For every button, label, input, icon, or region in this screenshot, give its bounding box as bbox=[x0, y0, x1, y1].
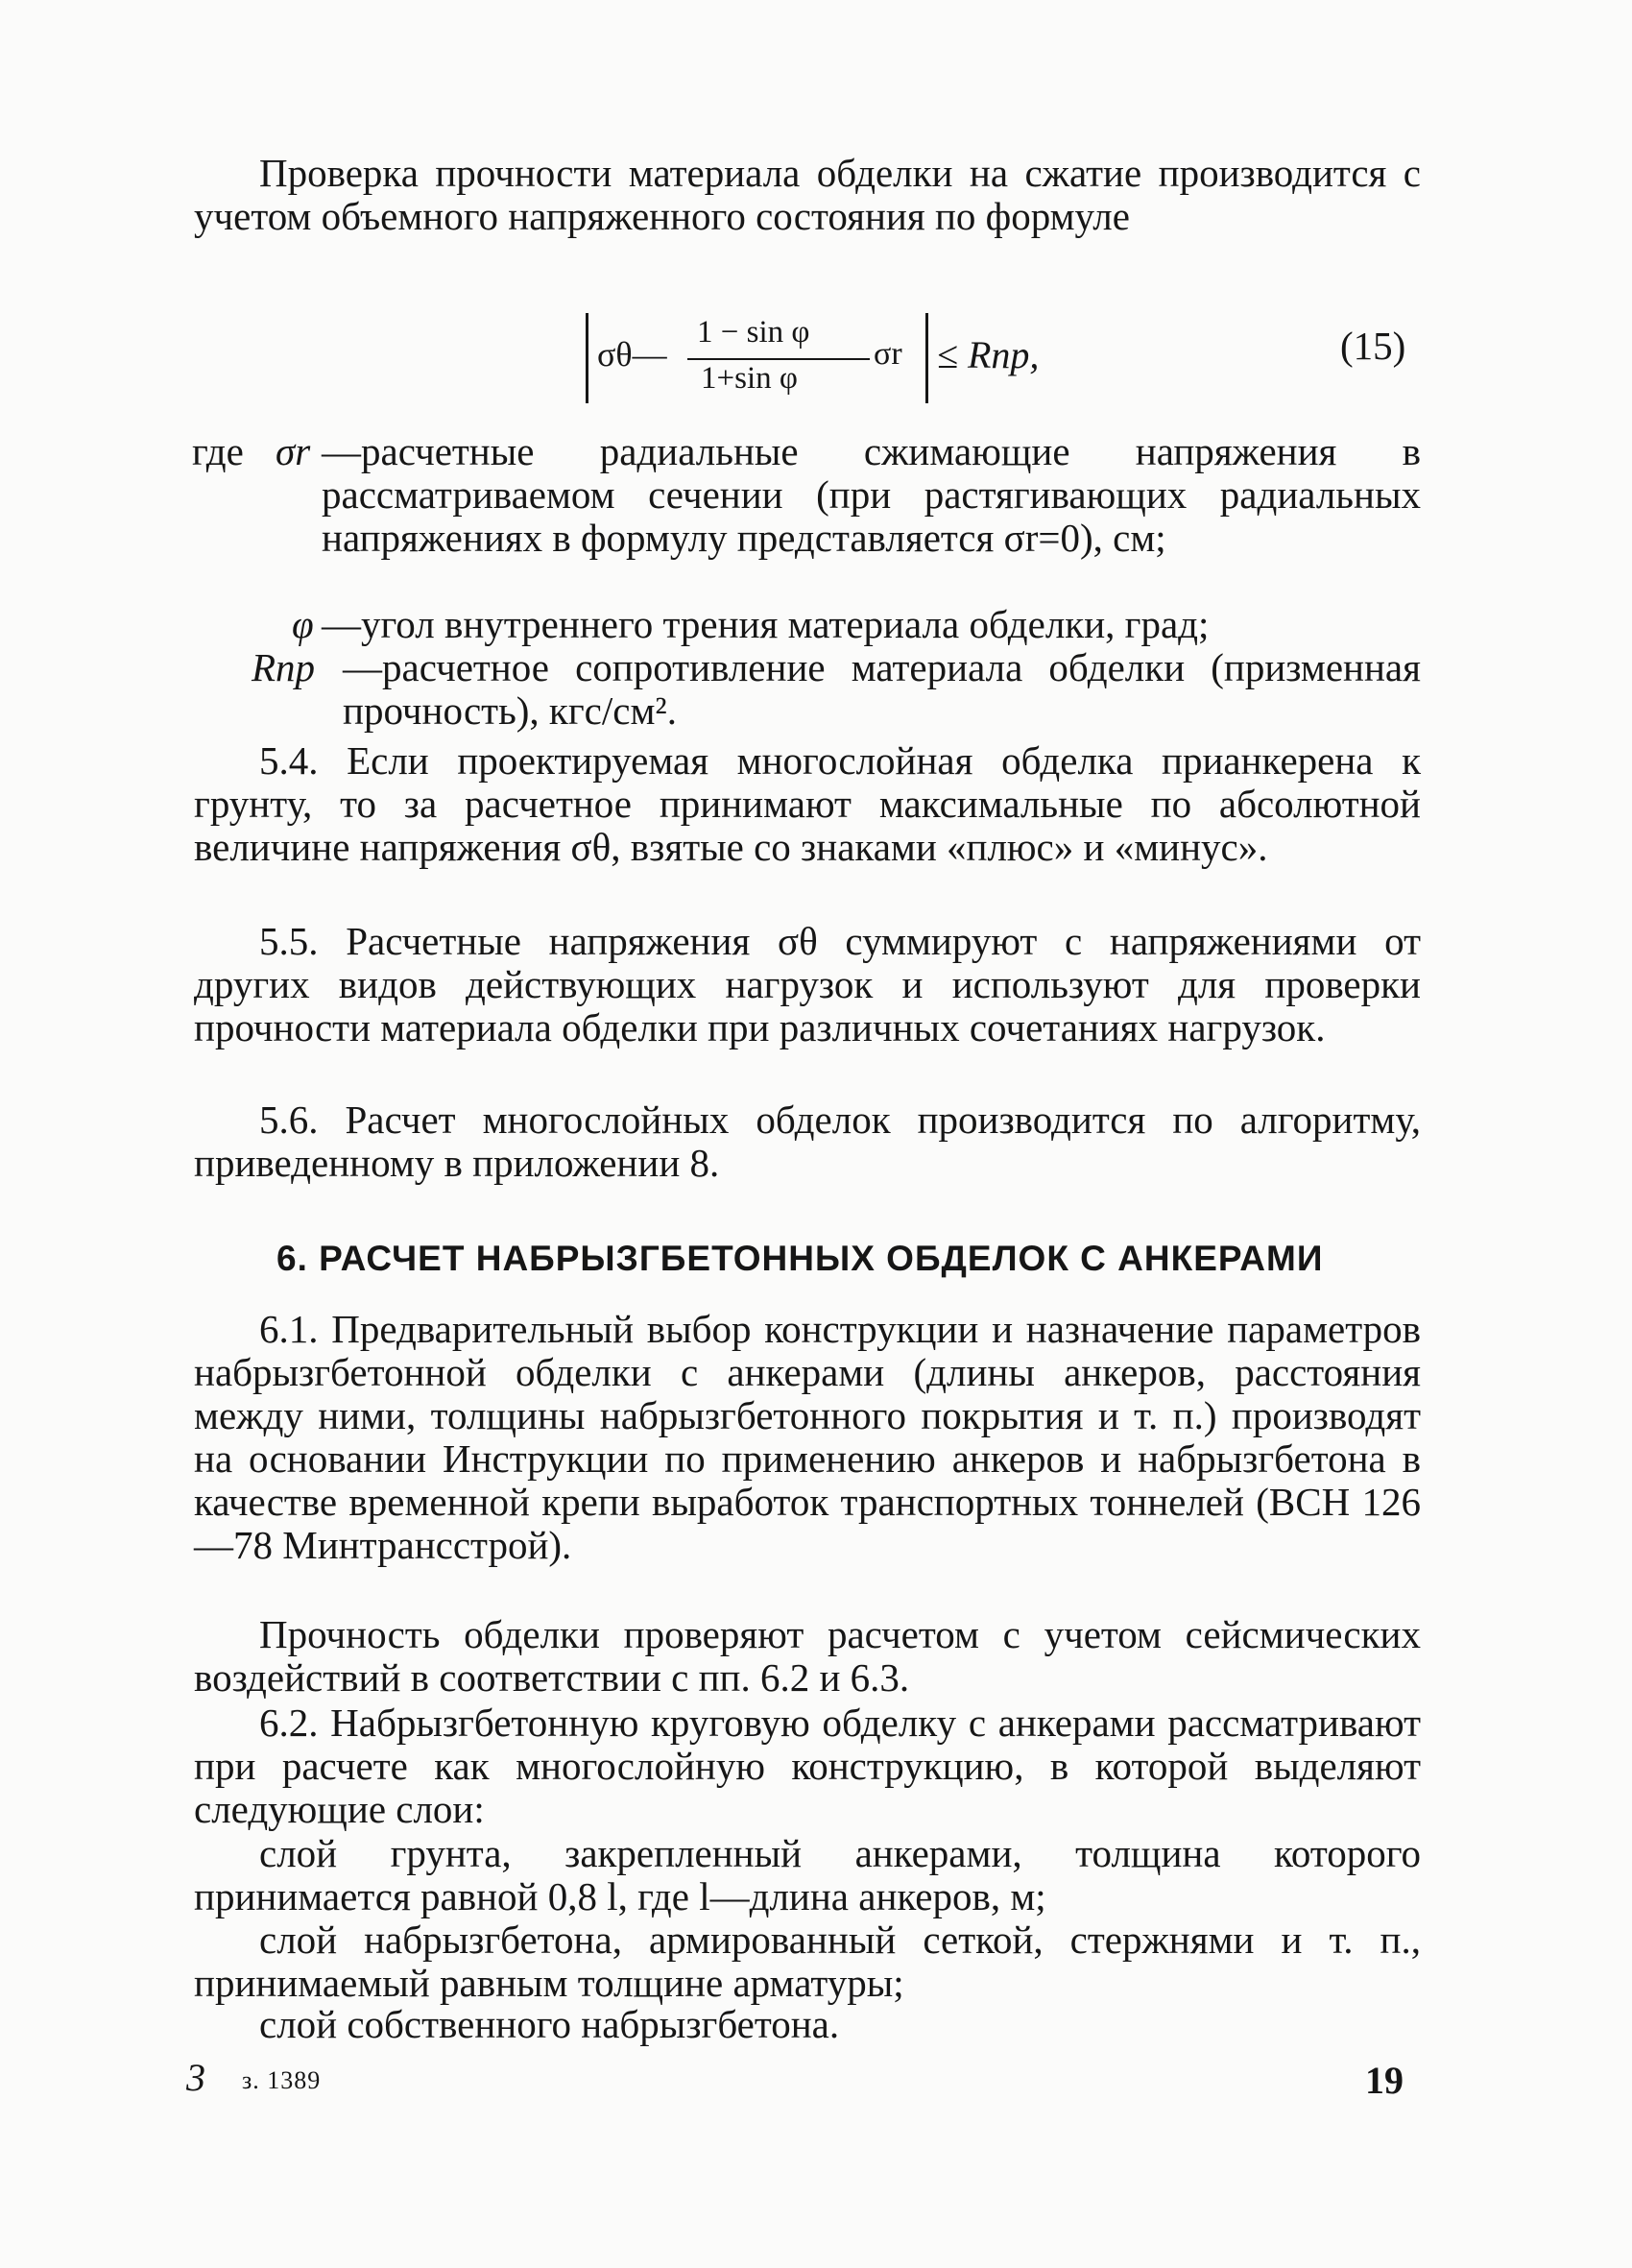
paragraph-5-4: 5.4. Если проектируемая многослойная обделка прианкерена к грунту, то за расчетное принимают максимальные по абсолютной величине напряжения σθ, взятые со знаками «плюс» и «минус». bbox=[194, 738, 1421, 869]
paragraph-6-2: 6.2. Набрызгбетонную круговую обделку с анкерами рассматривают при расчете как многослойную конструкцию, в которой выделяют следующие слои: bbox=[194, 1701, 1421, 1831]
where-label: где bbox=[192, 429, 244, 473]
def-key-rpr: Rпр bbox=[252, 645, 316, 689]
layer-item-1: слой грунта, закрепленный анкерами, толщина которого принимается равной 0,8 l, где l—длина анкеров, м; bbox=[194, 1831, 1421, 1918]
eq-denominator: 1+sin φ bbox=[701, 361, 798, 396]
eq-sigma-theta: σθ— bbox=[597, 335, 667, 374]
paragraph-5-5: 5.5. Расчетные напряжения σθ суммируют с напряжениями от других видов действующих нагрузок и используют для проверки прочности материала обделки при различных сочетаниях нагрузок. bbox=[194, 919, 1421, 1050]
fraction-line bbox=[687, 358, 870, 360]
footer-signature-mark: 3 bbox=[186, 2056, 205, 2099]
section-heading: 6. РАСЧЕТ НАБРЫЗГБЕТОННЫХ ОБДЕЛОК С АНКЕРАМИ bbox=[276, 1239, 1324, 1278]
layer-item-3: слой собственного набрызгбетона. bbox=[259, 2002, 840, 2046]
def-text-rpr: —расчетное сопротивление материала обделки (призменная прочность), кгс/см². bbox=[343, 645, 1421, 733]
paragraph-5-6: 5.6. Расчет многослойных обделок производится по алгоритму, приведенному в приложении 8. bbox=[194, 1098, 1421, 1185]
eq-rhs: ≤ Rпр, bbox=[937, 333, 1040, 376]
eq-sigma-r: σr bbox=[874, 336, 902, 372]
paragraph-6-1: 6.1. Предварительный выбор конструкции и назначение параметров набрызгбетонной обделки с анкерами (длины анкеров, расстояния между ними, толщины набрызгбетонного покрытия и т. п.) производят на основании Инструкции по применению анкеров и набрызгбетона в качестве временной крепи выработок транспортных тоннелей (ВСН 126—78 Минтрансстрой). bbox=[194, 1307, 1421, 1567]
def-key-phi: φ bbox=[292, 602, 314, 646]
footer-order-number: з. 1389 bbox=[242, 2066, 322, 2094]
eq-numerator: 1 − sin φ bbox=[697, 315, 810, 350]
equation-15 bbox=[574, 307, 1040, 403]
abs-bar-left bbox=[586, 313, 588, 403]
def-text-sigma-r bbox=[322, 430, 1421, 560]
def-text-phi: —угол внутреннего трения материала обделки, град; bbox=[322, 602, 1210, 646]
paragraph-6-1-strength: Прочность обделки проверяют расчетом с учетом сейсмических воздействий в соответствии с пп. 6.2 и 6.3. bbox=[194, 1612, 1421, 1700]
def-sigma-r-body: —расчетные радиальные сжимающие напряжения в рассматриваемом сечении (при растягивающих радиальных напряжениях в формулу представляется σr=0), см; bbox=[322, 429, 1421, 560]
def-key-sigma-r: σr bbox=[276, 429, 311, 473]
page-number: 19 bbox=[1365, 2059, 1404, 2102]
layer-item-2: слой набрызгбетона, армированный сеткой, стержнями и т. п., принимаемый равным толщине арматуры; bbox=[194, 1918, 1421, 2005]
paragraph-intro: Проверка прочности материала обделки на сжатие производится с учетом объемного напряженного состояния по формуле bbox=[194, 151, 1421, 238]
equation-number: (15) bbox=[1340, 324, 1406, 368]
abs-bar-right bbox=[925, 313, 928, 403]
